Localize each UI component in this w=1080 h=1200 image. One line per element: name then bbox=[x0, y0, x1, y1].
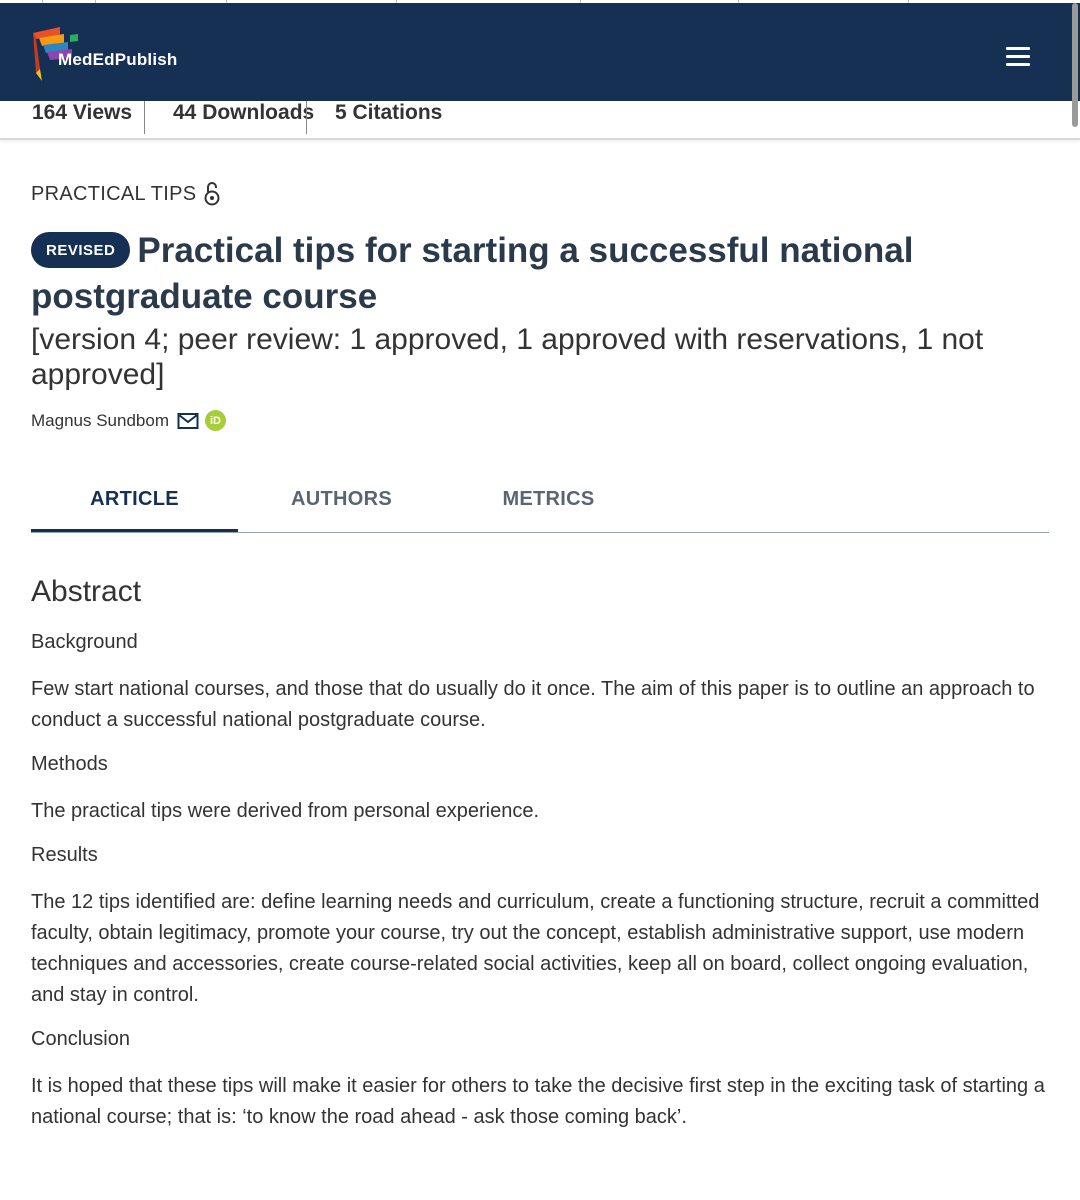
abstract-section bbox=[31, 570, 1056, 1133]
article-title-block bbox=[31, 228, 1031, 320]
menu-line bbox=[1006, 63, 1030, 66]
article-tabs bbox=[31, 470, 1049, 533]
abstract-subheading-background: Background bbox=[31, 631, 138, 653]
citations-count[interactable]: 5 Citations bbox=[306, 78, 442, 134]
abstract-results-text: The 12 tips identified are: define learning needs and curriculum, create a functioning structure, recruit a committed faculty, obtain legitimacy, promote your course, try out the concept, establish administrative support, use modern techniques and accessories, create course-related social activities, keep all on board, collect ongoing evaluation, and stay in control. bbox=[31, 891, 1040, 1006]
tab-metrics[interactable]: METRICS bbox=[502, 488, 595, 510]
menu-line bbox=[1006, 55, 1030, 58]
tab-article[interactable]: ARTICLE bbox=[31, 470, 238, 532]
site-header bbox=[0, 3, 1080, 101]
article-category bbox=[31, 181, 220, 207]
open-access-icon bbox=[204, 181, 220, 207]
email-icon[interactable] bbox=[177, 412, 199, 430]
abstract-background-text: Few start national courses, and those that do usually do it once. The aim of this paper is to outline an approach to conduct a successful national postgraduate course. bbox=[31, 678, 1035, 731]
page-scrollbar[interactable] bbox=[1072, 3, 1078, 127]
abstract-conclusion-text: It is hoped that these tips will make it easier for others to take the decisive first step in the exciting task of starting a national course; that is: ‘to know the road ahead - ask those coming back’. bbox=[31, 1075, 1045, 1128]
abstract-subheading-methods: Methods bbox=[31, 753, 108, 775]
version-peer-review-status[interactable]: [version 4; peer review: 1 approved, 1 approved with reservations, 1 not approved] bbox=[31, 323, 984, 391]
author-line bbox=[31, 410, 226, 431]
orcid-icon[interactable]: iD bbox=[205, 410, 226, 431]
revised-badge: REVISED bbox=[31, 232, 130, 268]
article-title: Practical tips for starting a successful national postgraduate course bbox=[31, 231, 914, 316]
brand-name: MedEdPublish bbox=[58, 50, 178, 69]
abstract-heading: Abstract bbox=[31, 575, 142, 608]
abstract-methods-text: The practical tips were derived from personal experience. bbox=[31, 800, 540, 822]
downloads-count[interactable]: 44 Downloads bbox=[144, 78, 314, 134]
tab-authors[interactable]: AUTHORS bbox=[291, 488, 392, 510]
site-logo[interactable] bbox=[30, 25, 230, 83]
abstract-subheading-conclusion: Conclusion bbox=[31, 1028, 130, 1050]
views-count: 164 Views bbox=[32, 101, 133, 124]
hamburger-menu-button[interactable] bbox=[1006, 47, 1032, 67]
category-label: PRACTICAL TIPS bbox=[31, 182, 197, 205]
author-name[interactable]: Magnus Sundbom bbox=[31, 410, 169, 430]
abstract-subheading-results: Results bbox=[31, 844, 98, 866]
menu-line bbox=[1006, 47, 1030, 50]
